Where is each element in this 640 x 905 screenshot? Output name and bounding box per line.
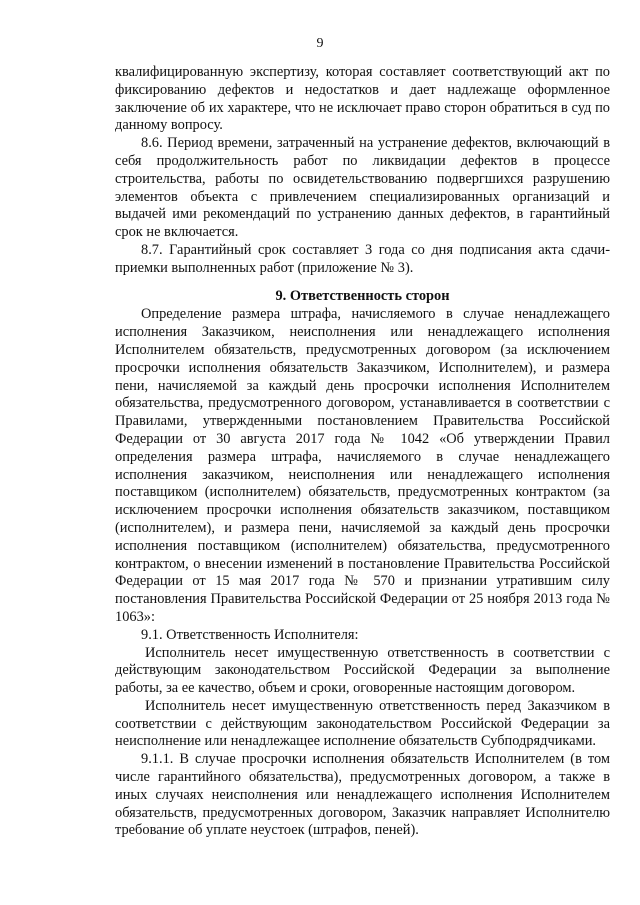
paragraph-8-7: 8.7. Гарантийный срок составляет 3 года со дня подписания акта сдачи-приемки выполненных работ (приложение № 3). bbox=[115, 241, 610, 276]
paragraph-9-1-a: Исполнитель несет имущественную ответственность в соответствии с действующим законодательством Российской Федерации за выполнение работы, за ее качество, объем и сроки, оговоренные настоящим договором. bbox=[115, 644, 610, 697]
paragraph-9-1-b: Исполнитель несет имущественную ответственность перед Заказчиком в соответствии с действующим законодательством Российской Федерации за неисполнение или ненадлежащее исполнение обязательств Субподрядчиками. bbox=[115, 697, 610, 750]
paragraph-continuation: квалифицированную экспертизу, которая составляет соответствующий акт по фиксированию дефектов и недостатков и дает надлежаще оформленное заключение об их характере, что не исключает право сторон обратиться в суд по данному вопросу. bbox=[115, 64, 610, 134]
paragraph-9-1-1: 9.1.1. В случае просрочки исполнения обязательств Исполнителем (в том числе гарантийного обязательства), предусмотренных договором, а также в иных случаях неисполнения или ненадлежащего исполнения Исполнителем обязательств, предусмотренных договором, Заказчик направляет Исполнителю требование об уплате неустоек (штрафов, пеней). bbox=[115, 751, 610, 839]
document-body bbox=[115, 64, 610, 840]
paragraph-9-1: 9.1. Ответственность Исполнителя: bbox=[141, 626, 359, 643]
paragraph-8-6: 8.6. Период времени, затраченный на устранение дефектов, включающий в себя продолжительность работ по ликвидации дефектов в процессе строительства, работы по освидетельствованию подвергшихся разрушению элементов объекта с привлечением специализированных организаций и выдачей ими рекомендаций по устранению данных дефектов, в гарантийный срок не включается. bbox=[115, 135, 610, 241]
section-heading-9: 9. Ответственность сторон bbox=[275, 287, 450, 304]
paragraph-9-intro: Определение размера штрафа, начисляемого в случае ненадлежащего исполнения Заказчиком, неисполнения или ненадлежащего исполнения Исполнителем обязательств, предусмотренных договором (за исключением просрочки исполнения обязательств Заказчиком, Исполнителем), и размера пени, начисляемой за каждый день просрочки исполнения Исполнителем обязательства, предусмотренного договором, устанавливается в соответствии с Правилами, утвержденными постановлением Правительства Российской Федерации от 30 августа 2017 года № 1042 «Об утверждении Правил определения размера штрафа, начисляемого в случае ненадлежащего исполнения заказчиком, неисполнения или ненадлежащего исполнения поставщиком (исполнителем) обязательств, предусмотренных контрактом (за исключением просрочки исполнения обязательств заказчиком, поставщиком (исполнителем), и размера пени, начисляемой за каждый день просрочки исполнения поставщиком (исполнителем) обязательства, предусмотренного контрактом, о внесении изменений в постановление Правительства Российской Федерации от 15 мая 2017 года № 570 и признании утратившим силу постановления Правительства Российской Федерации от 25 ноября 2013 года № 1063»: bbox=[115, 306, 610, 625]
page-number: 9 bbox=[316, 36, 324, 51]
